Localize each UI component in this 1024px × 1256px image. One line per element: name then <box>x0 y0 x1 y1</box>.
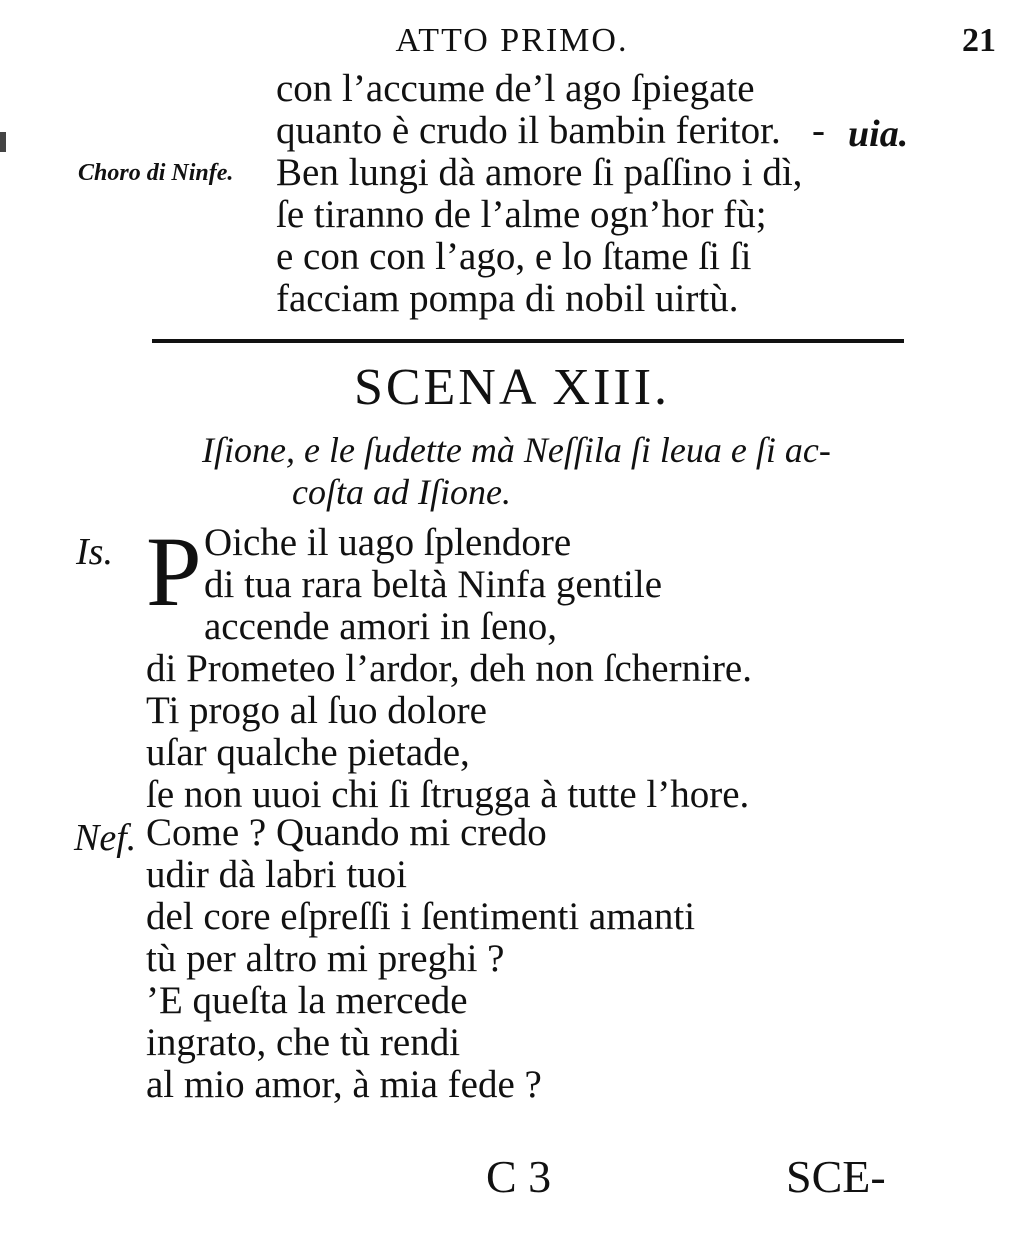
rhyme-dash: - <box>812 109 825 152</box>
verse-line: facciam pompa di nobil uirtù. <box>276 277 739 320</box>
scene-title: SCENA XIII. <box>353 359 671 416</box>
verse-line: accende amori in ſeno, <box>204 605 557 648</box>
drop-cap: P <box>146 516 202 627</box>
verse-line: Ti progo al ſuo dolore <box>146 689 487 732</box>
verse-line: di tua rara beltà Ninfa gentile <box>204 563 663 606</box>
signature-mark: C 3 <box>486 1151 552 1202</box>
speaker-nef: Nef. <box>74 817 137 859</box>
verse-line: Come ? Quando mi credo <box>146 811 547 854</box>
running-head: ATTO PRIMO. <box>395 22 629 59</box>
scene-description-line: coſta ad Iſione. <box>292 472 511 512</box>
verse-line: del core eſpreſſi i ſentimenti amanti <box>146 895 696 938</box>
verse-line: quanto è crudo il bambin feritor. <box>276 109 781 152</box>
verse-line: tù per altro mi preghi ? <box>146 937 505 980</box>
speaker-chorus: Choro di Ninfe. <box>78 160 234 186</box>
speaker-is: Is. <box>76 531 113 573</box>
verse-line: e con con l’ago, e lo ſtame ſi ſi <box>276 235 752 278</box>
verse-line: al mio amor, à mia fede ? <box>146 1063 542 1106</box>
verse-line: di Prometeo l’ardor, deh non ſchernire. <box>146 647 752 690</box>
verse-line: ſe tiranno de l’alme ogn’hor fù; <box>276 193 767 236</box>
verse-line: ’E queſta la mercede <box>146 979 468 1022</box>
margin-mark <box>0 132 6 152</box>
scene-description-line: Iſione, e le ſudette mà Neſſila ſi leua e ſi ac- <box>202 430 831 470</box>
page-number: 21 <box>962 22 996 59</box>
verse-line: udir dà labri tuoi <box>146 853 408 896</box>
catchword: SCE- <box>786 1151 886 1202</box>
rhyme-tag: uia. <box>848 113 909 155</box>
verse-line: con l’accume de’l ago ſpiegate <box>276 67 755 110</box>
verse-line: Oiche il uago ſplendore <box>204 521 572 564</box>
verse-line: ſe non uuoi chi ſi ſtrugga à tutte l’hore. <box>146 773 750 816</box>
verse-line: Ben lungi dà amore ſi paſſino i dì, <box>276 151 803 194</box>
section-divider <box>152 339 904 343</box>
verse-line: ingrato, che tù rendi <box>146 1021 461 1064</box>
verse-line: uſar qualche pietade, <box>146 731 470 774</box>
